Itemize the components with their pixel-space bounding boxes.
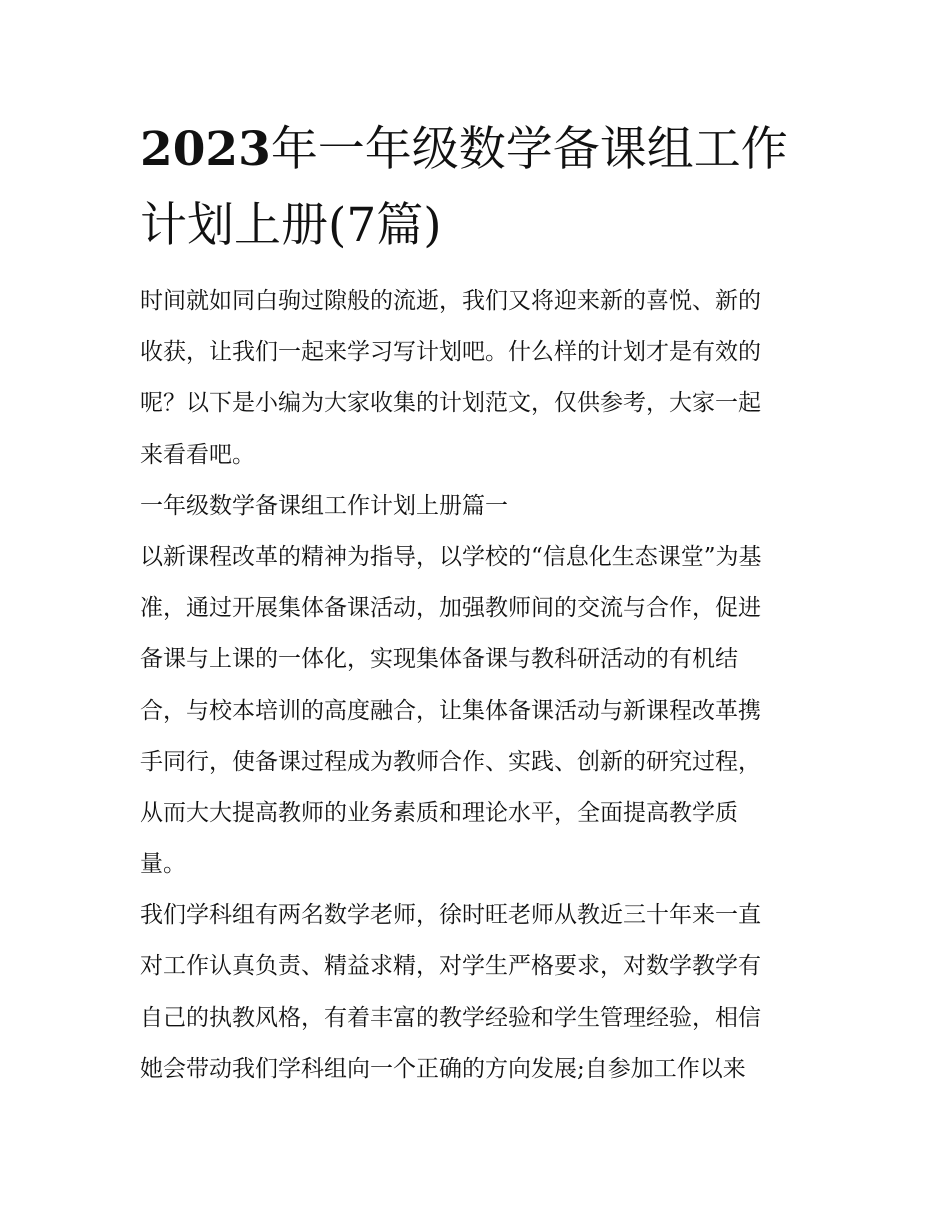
paragraph-line: 量。	[140, 851, 186, 878]
title-line-2	[140, 188, 830, 264]
intro-line: 来看看吧。	[140, 441, 255, 468]
paragraph-line: 对工作认真负责、精益求精，对学生严格要求，对数学教学有	[140, 953, 761, 980]
intro-line: 时间就如同白驹过隙般的流逝，我们又将迎来新的喜悦、新的	[140, 288, 761, 314]
paragraph-line: 备课与上课的一体化，实现集体备课与教科研活动的有机结	[140, 646, 738, 673]
paragraph-line: 手同行，使备课过程成为教师合作、实践、创新的研究过程，	[140, 748, 761, 775]
intro-line: 呢？以下是小编为大家收集的计划范文，仅供参考，大家一起	[140, 390, 761, 417]
paragraph-line: 她会带动我们学科组向一个正确的方向发展;自参加工作以来	[140, 1055, 746, 1082]
paragraph-line: 以新课程改革的精神为指导，以学校的“信息化生态课堂”为基	[140, 543, 762, 570]
title-line-1	[140, 112, 830, 188]
document-body	[140, 276, 830, 1095]
paragraph-line: 合，与校本培训的高度融合，让集体备课活动与新课程改革携	[140, 697, 761, 724]
intro-line: 收获，让我们一起来学习写计划吧。什么样的计划才是有效的	[140, 339, 761, 366]
title-line-1-text: 年一年级数学备课组工作	[270, 122, 788, 177]
title-year: 2023	[140, 122, 271, 177]
paragraph-line: 自己的执教风格，有着丰富的教学经验和学生管理经验，相信	[140, 1004, 761, 1031]
title-line-2-text: 计划上册(7篇)	[140, 198, 442, 253]
section-heading: 一年级数学备课组工作计划上册篇一	[140, 492, 508, 519]
document-title	[140, 112, 830, 264]
paragraph-line: 准，通过开展集体备课活动，加强教师间的交流与合作，促进	[140, 595, 761, 622]
paragraph-line: 我们学科组有两名数学老师，徐时旺老师从教近三十年来一直	[140, 902, 761, 929]
paragraph-line: 从而大大提高教师的业务素质和理论水平，全面提高教学质	[140, 799, 738, 826]
